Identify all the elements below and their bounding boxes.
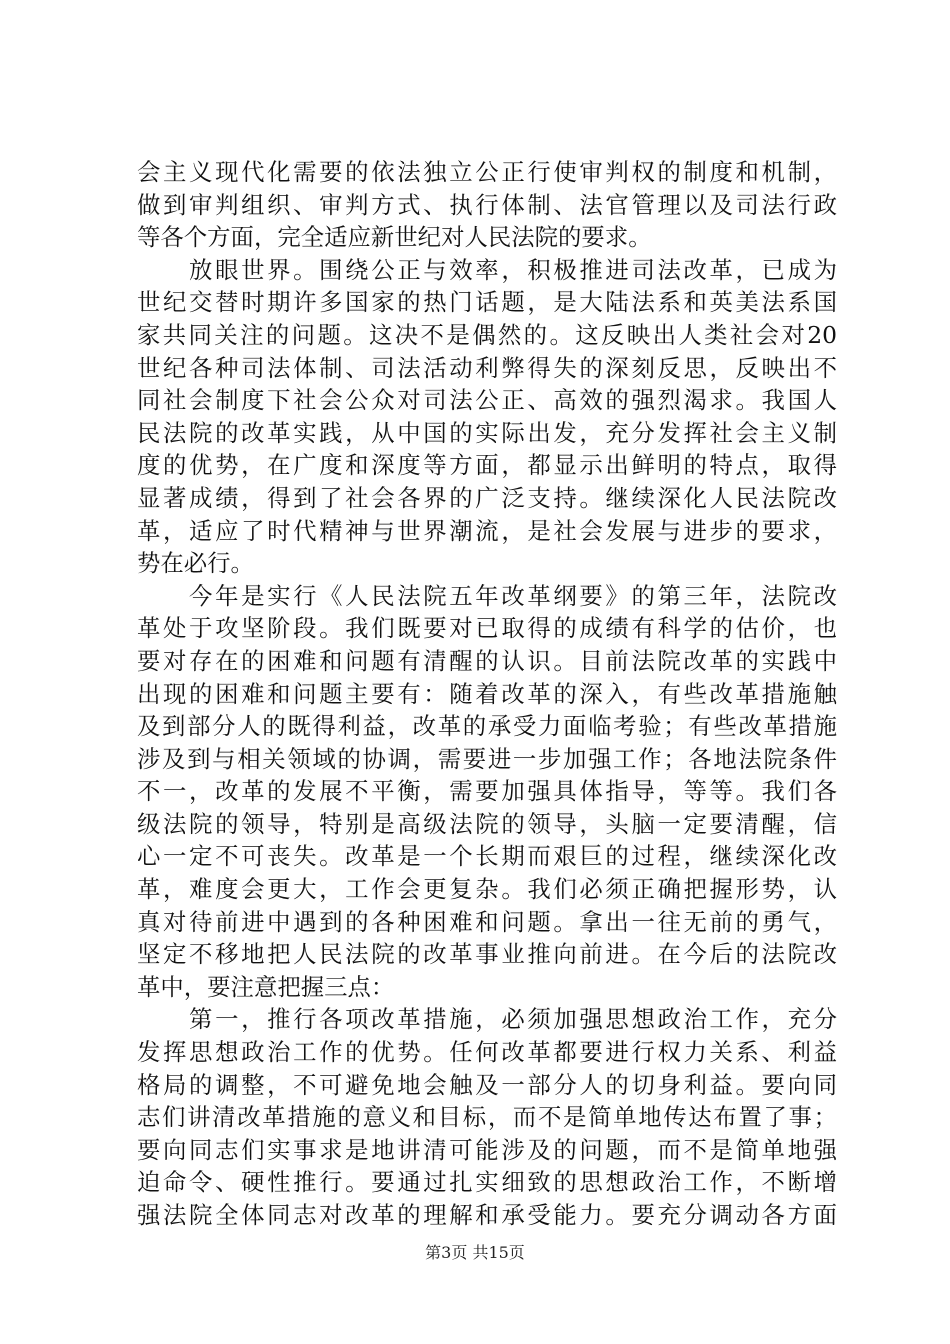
text-line: 第一，推行各项改革措施，必须加强思想政治工作，充分: [137, 1005, 837, 1034]
text-line: 出现的困难和问题主要有：随着改革的深入，有些改革措施触: [137, 679, 837, 708]
text-line: 心一定不可丧失。改革是一个长期而艰巨的过程，继续深化改: [137, 842, 837, 871]
text-line: 强法院全体同志对改革的理解和承受能力。要充分调动各方面: [137, 1201, 837, 1229]
text-line: 格局的调整，不可避免地会触及一部分人的切身利益。要向同: [137, 1070, 837, 1099]
text-line: 不一，改革的发展不平衡，需要加强具体指导，等等。我们各: [137, 777, 837, 806]
text-line: 显著成绩，得到了社会各界的广泛支持。继续深化人民法院改: [137, 483, 837, 512]
body-text: [137, 156, 837, 1232]
text-line: 世纪各种司法体制、司法活动利弊得失的深刻反思，反映出不: [137, 353, 837, 382]
text-line: 要对存在的困难和问题有清醒的认识。目前法院改革的实践中: [137, 646, 837, 675]
text-line: 革，难度会更大，工作会更复杂。我们必须正确把握形势，认: [137, 875, 837, 904]
text-line: 民法院的改革实践，从中国的实际出发，充分发挥社会主义制: [137, 418, 837, 447]
text-line: 级法院的领导，特别是高级法院的领导，头脑一定要清醒，信: [137, 809, 837, 838]
text-line: 革处于攻坚阶段。我们既要对已取得的成绩有科学的估价，也: [137, 614, 837, 643]
text-line: 同社会制度下社会公众对司法公正、高效的强烈渴求。我国人: [137, 386, 837, 415]
text-line: 世纪交替时期许多国家的热门话题，是大陆法系和英美法系国: [137, 288, 837, 317]
text-line: 度的优势，在广度和深度等方面，都显示出鲜明的特点，取得: [137, 451, 837, 480]
text-line: 放眼世界。围绕公正与效率，积极推进司法改革，已成为: [137, 255, 837, 284]
text-line: 要向同志们实事求是地讲清可能涉及的问题，而不是简单地强: [137, 1135, 837, 1164]
text-line: 革，适应了时代精神与世界潮流，是社会发展与进步的要求，: [137, 516, 837, 545]
text-line: 革中，要注意把握三点：: [137, 972, 395, 1001]
text-line: 等各个方面，完全适应新世纪对人民法院的要求。: [137, 223, 652, 252]
text-line: 做到审判组织、审判方式、执行体制、法官管理以及司法行政: [137, 190, 837, 219]
text-line: 坚定不移地把人民法院的改革事业推向前进。在今后的法院改: [137, 940, 837, 969]
page-number-label: 第3页 共15页: [425, 1243, 525, 1262]
text-line: 家共同关注的问题。这决不是偶然的。这反映出人类社会对20: [137, 320, 837, 349]
text-line: 真对待前进中遇到的各种困难和问题。拿出一往无前的勇气，: [137, 907, 837, 936]
text-line: 势在必行。: [137, 549, 254, 578]
page-footer: [0, 1243, 950, 1263]
text-line: 会主义现代化需要的依法独立公正行使审判权的制度和机制，: [137, 158, 837, 186]
text-line: 及到部分人的既得利益，改革的承受力面临考验；有些改革措施: [137, 712, 837, 741]
text-line: 今年是实行《人民法院五年改革纲要》的第三年，法院改: [137, 581, 837, 610]
text-line: 涉及到与相关领域的协调，需要进一步加强工作；各地法院条件: [137, 744, 837, 773]
text-line: 志们讲清改革措施的意义和目标，而不是简单地传达布置了事；: [137, 1103, 837, 1132]
text-line: 迫命令、硬性推行。要通过扎实细致的思想政治工作，不断增: [137, 1168, 837, 1197]
text-line: 发挥思想政治工作的优势。任何改革都要进行权力关系、利益: [137, 1038, 837, 1067]
